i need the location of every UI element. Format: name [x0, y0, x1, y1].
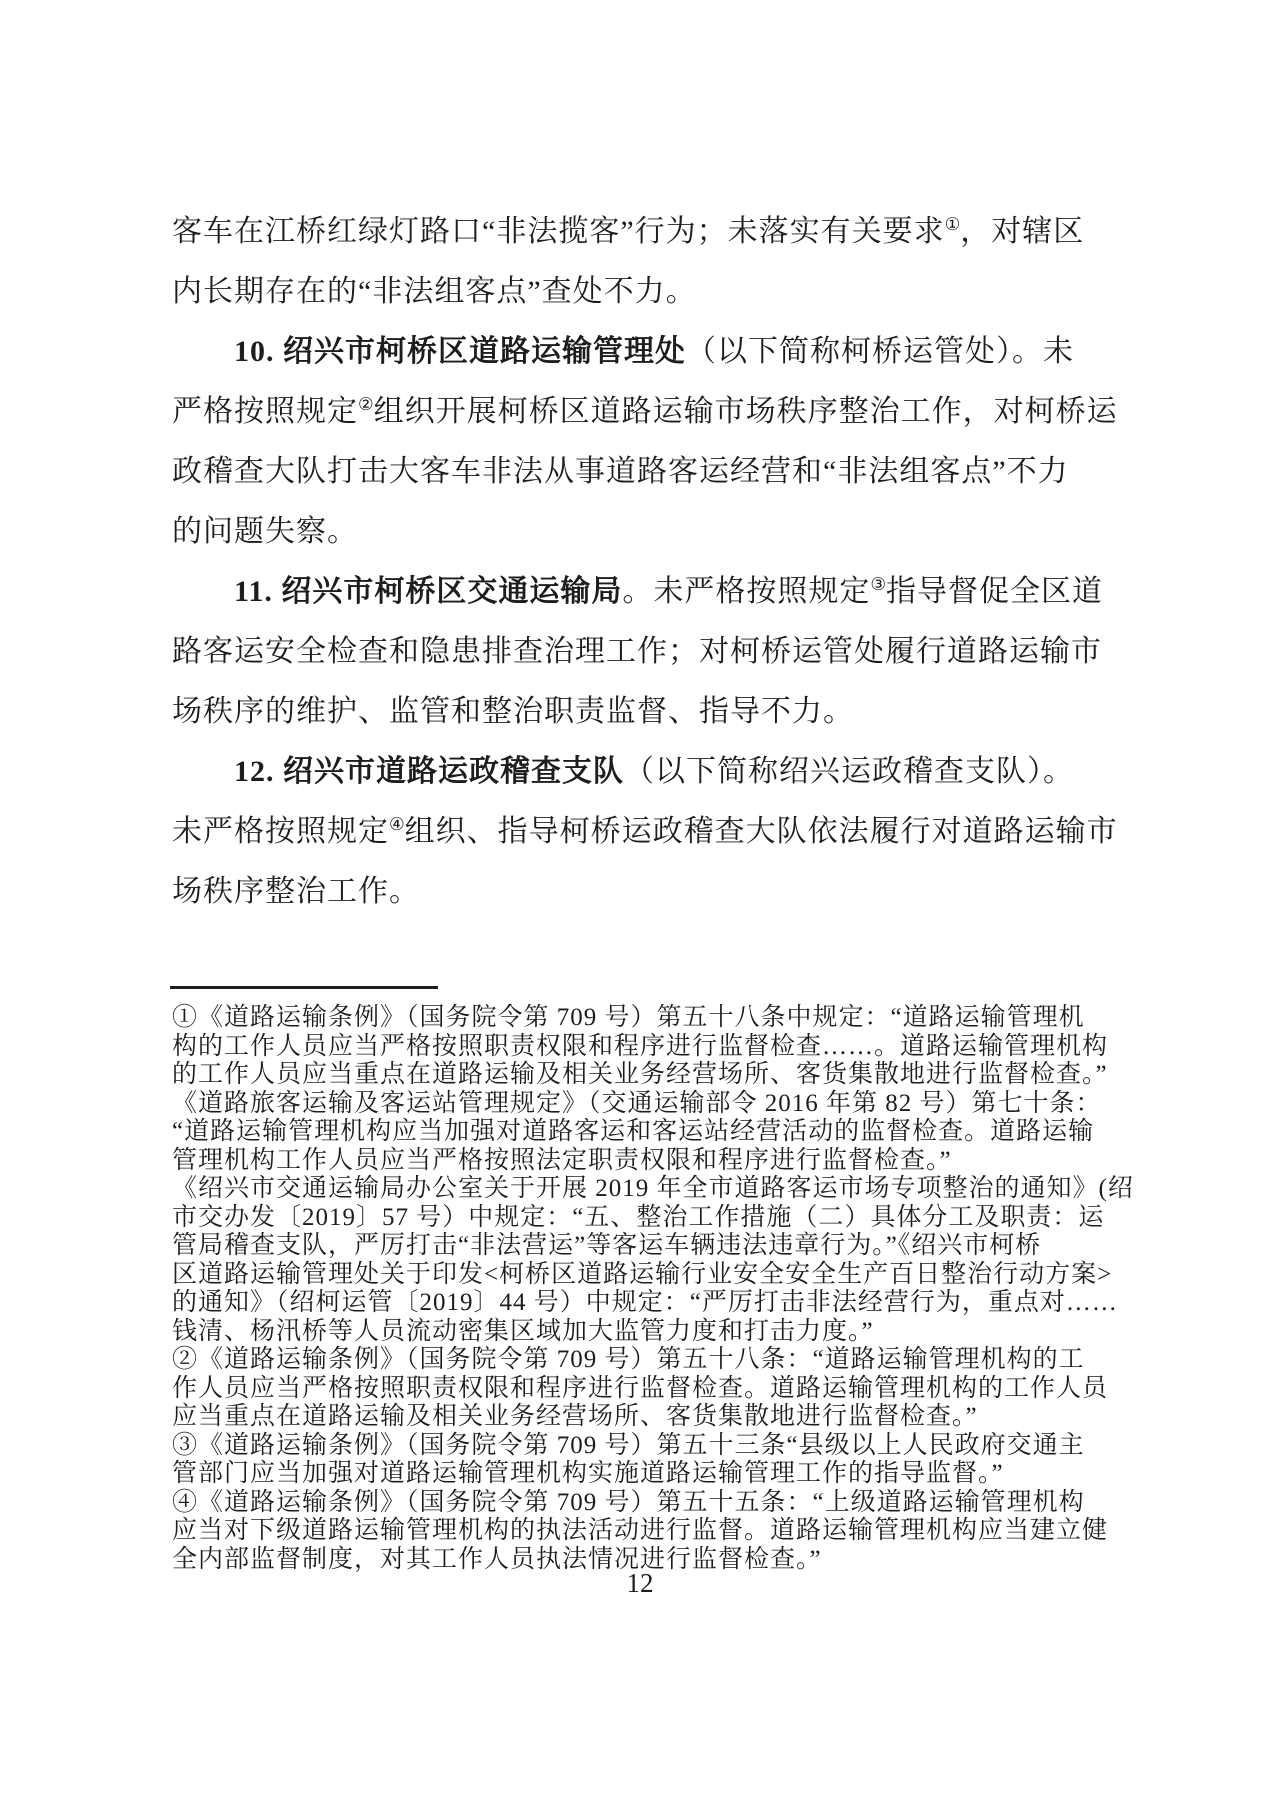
body-line — [172, 262, 1112, 322]
section-heading: 12. 绍兴市道路运政稽查支队 — [234, 755, 624, 788]
footnote-line: 应当对下级道路运输管理机构的执法活动进行监督。道路运输管理机构应当建立健 — [172, 1517, 1109, 1544]
body-text: 严格按照规定 — [172, 395, 358, 428]
body-line — [172, 622, 1112, 682]
body-line — [172, 382, 1118, 442]
body-text: 内长期存在的“非法组客点”查处不力。 — [172, 275, 697, 308]
footnote-line: ①《道路运输条例》（国务院令第 709 号）第五十八条中规定：“道路运输管理机 — [172, 1004, 1085, 1031]
footnote-line: 钱清、杨汛桥等人员流动密集区域加大监管力度和打击力度。” — [172, 1317, 874, 1345]
section-heading: 10. 绍兴市柯桥区道路运输管理处 — [234, 335, 686, 368]
footnote-ref-mark: ④ — [389, 814, 405, 834]
body-line — [172, 802, 1118, 862]
footnote-line: 管理机构工作人员应当严格按照法定职责权限和程序进行监督检查。” — [172, 1146, 952, 1174]
body-line — [172, 682, 1112, 742]
footnote-ref-mark: ② — [358, 394, 374, 414]
body-line — [172, 442, 1112, 502]
page-number: 12 — [626, 1568, 654, 1598]
footnote-line: 的工作人员应当重点在道路运输及相关业务经营场所、客货集散地进行监督检查。” — [172, 1061, 1108, 1088]
body-text: 指导督促全区道 — [885, 575, 1103, 608]
body-text: 的问题失察。 — [172, 515, 358, 548]
body-line — [172, 502, 1112, 562]
body-text: 未严格按照规定 — [172, 815, 389, 848]
footnote-ref-mark: ① — [944, 214, 961, 234]
footnote-ref-mark: ③ — [870, 574, 886, 594]
footnote-separator — [170, 986, 438, 989]
footnote-line: ③《道路运输条例》（国务院令第 709 号）第五十三条“县级以上人民政府交通主 — [172, 1431, 1085, 1459]
body-text: 路客运安全检查和隐患排查治理工作；对柯桥运管处履行道路运输市 — [172, 635, 1102, 668]
footnote-line: 市交办发〔2019〕57 号）中规定：“五、整治工作措施（二）具体分工及职责：运 — [172, 1203, 1105, 1231]
footnote-line: 管局稽查支队，严厉打击“非法营运”等客运车辆违法违章行为。”《绍兴市柯桥 — [172, 1232, 1042, 1259]
section-heading: 11. 绍兴市柯桥区交通运输局 — [234, 575, 623, 608]
body-line — [172, 862, 1112, 922]
footnote-line: 应当重点在道路运输及相关业务经营场所、客货集散地进行监督检查。” — [172, 1403, 978, 1430]
footnote-line: 构的工作人员应当严格按照职责权限和程序进行监督检查……。道路运输管理机构 — [172, 1032, 1109, 1060]
body-text: ，对辖区 — [960, 215, 1085, 248]
body-text: 政稽查大队打击大客车非法从事道路客运经营和“非法组客点”不力 — [172, 455, 1069, 488]
footnote-line: 作人员应当严格按照职责权限和程序进行监督检查。道路运输管理机构的工作人员 — [172, 1374, 1109, 1402]
footnote-line: “道路运输管理机构应当加强对道路客运和客运站经营活动的监督检查。道路运输 — [172, 1118, 1095, 1145]
footnote-line: 全内部监督制度，对其工作人员执法情况进行监督检查。” — [172, 1545, 822, 1573]
body-line-heading-12 — [172, 742, 1112, 802]
footnote-line: 的通知》（绍柯运管〔2019〕44 号）中规定：“严厉打击非法经营行为，重点对…… — [172, 1289, 1118, 1316]
footnote-line: ④《道路运输条例》（国务院令第 709 号）第五十五条：“上级道路运输管理机构 — [172, 1488, 1085, 1516]
body-text: 。未严格按照规定 — [622, 575, 871, 608]
body-line-heading-10 — [172, 322, 1112, 382]
body-text: 组织、指导柯桥运政稽查大队依法履行对道路运输市 — [404, 815, 1118, 848]
footnote-line: 《绍兴市交通运输局办公室关于开展 2019 年全市道路客运市场专项整治的通知》(绍 — [172, 1175, 1134, 1202]
body-line-heading-11 — [172, 562, 1112, 622]
footnote-line: 管部门应当加强对道路运输管理机构实施道路运输管理工作的指导监督。” — [172, 1460, 1004, 1487]
body-text: （以下简称柯桥运管处）。未 — [686, 335, 1074, 368]
body-line — [172, 202, 1112, 262]
footnote-line: ②《道路运输条例》（国务院令第 709 号）第五十八条：“道路运输管理机构的工 — [172, 1346, 1085, 1373]
footnote-line: 《道路旅客运输及客运站管理规定》（交通运输部令 2016 年第 82 号）第七十条： — [172, 1089, 1102, 1117]
body-text: 客车在江桥红绿灯路口“非法揽客”行为；未落实有关要求 — [172, 215, 945, 248]
body-text: 组织开展柯桥区道路运输市场秩序整治工作，对柯桥运 — [373, 395, 1118, 428]
body-text: 场秩序整治工作。 — [172, 875, 420, 908]
body-text: 场秩序的维护、监管和整治职责监督、指导不力。 — [172, 695, 854, 728]
footnote-line: 区道路运输管理处关于印发<柯桥区道路运输行业安全安全生产百日整治行动方案> — [172, 1260, 1113, 1288]
body-text: （以下简称绍兴运政稽查支队）。 — [624, 755, 1074, 788]
body-content — [172, 202, 1118, 922]
footnotes — [172, 1004, 1137, 1574]
